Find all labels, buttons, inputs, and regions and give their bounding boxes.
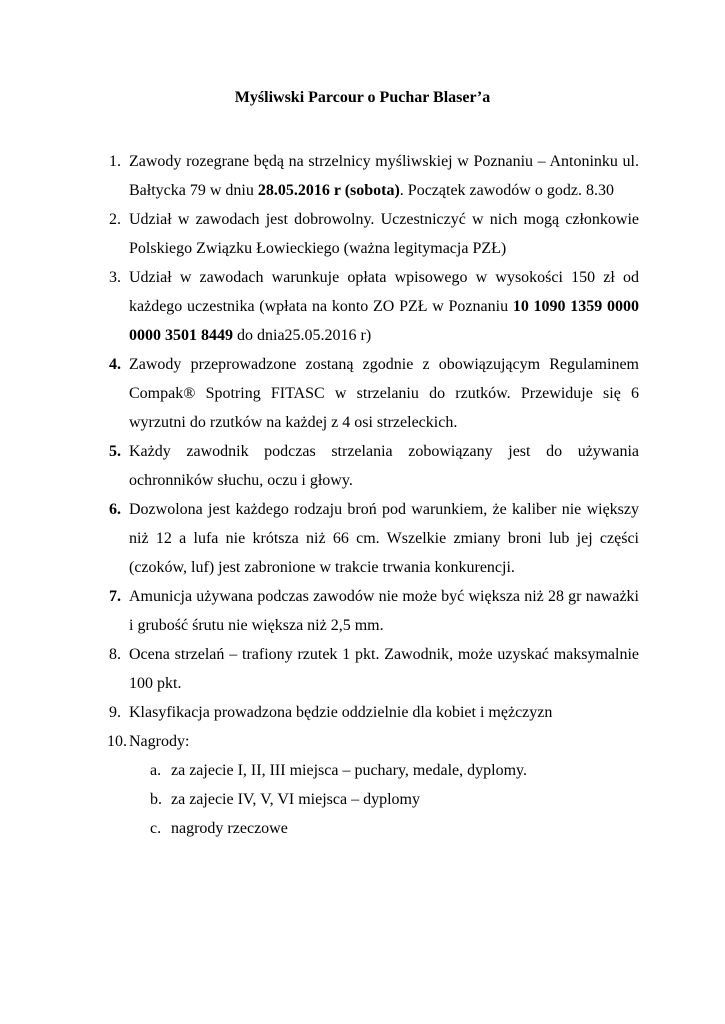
list-item [109, 350, 639, 437]
item-number: 8. [109, 646, 121, 663]
prize-letter: b. [150, 791, 162, 808]
item-text: Udział w zawodach jest dobrowolny. Uczestniczyć w nich mogą członkowie Polskiego Związku Łowieckiego (ważna legitymacja PZŁ) [129, 211, 639, 257]
item-number: 6. [109, 501, 121, 518]
prize-item [150, 814, 639, 843]
item-text: Zawody przeprowadzone zostaną zgodnie z obowiązującym Regulaminem Compak® Spotring FITASC w strzelaniu do rzutków. Przewiduje się 6 wyrzutni do rzutków na każdej z 4 osi strzeleckich. [129, 356, 639, 431]
item-number: 3. [109, 269, 121, 286]
item-text: Nagrody: [129, 733, 190, 750]
item-text: Udział w zawodach warunkuje opłata wpisowego w wysokości 150 zł od każdego uczestnika (wpłata na konto ZO PZŁ w Poznaniu 10 1090 1359 0000 0000 3501 8449 do dnia25.05.2016 r) [129, 269, 640, 344]
item-number: 7. [109, 588, 121, 605]
prize-letter: a. [150, 762, 162, 779]
item-text: Klasyfikacja prowadzona będzie oddzielnie dla kobiet i mężczyzn [129, 704, 553, 721]
list-item [109, 698, 639, 727]
list-item [109, 147, 639, 205]
list-item [109, 727, 639, 756]
prize-text: za zajecie I, II, III miejsca – puchary, medale, dyplomy. [171, 762, 527, 779]
item-number: 1. [109, 153, 121, 170]
item-number: 10. [107, 733, 127, 750]
item-number: 2. [109, 211, 121, 228]
rules-list [109, 147, 639, 843]
document-title: Myśliwski Parcour o Puchar Blaser’a [234, 89, 491, 106]
list-item [109, 263, 639, 350]
prize-letter: c. [150, 820, 162, 837]
item-number: 9. [109, 704, 121, 721]
prize-item [150, 756, 639, 785]
prize-item [150, 785, 639, 814]
item-text: Amunicja używana podczas zawodów nie może być większa niż 28 gr naważki i grubość śrutu nie większa niż 2,5 mm. [129, 588, 639, 634]
list-item [109, 205, 639, 263]
list-item [109, 437, 639, 495]
item-text: Ocena strzelań – trafiony rzutek 1 pkt. Zawodnik, może uzyskać maksymalnie 100 pkt. [129, 646, 639, 692]
item-text: Dozwolona jest każdego rodzaju broń pod warunkiem, że kaliber nie większy niż 12 a lufa nie krótsza niż 66 cm. Wszelkie zmiany broni lub jej części (czoków, luf) jest zabronione w trakcie trwania konkurencji. [129, 501, 639, 576]
list-item [109, 495, 639, 582]
prize-text: za zajecie IV, V, VI miejsca – dyplomy [171, 791, 420, 808]
list-item [109, 582, 639, 640]
prize-text: nagrody rzeczowe [171, 820, 288, 837]
item-number: 4. [109, 356, 121, 373]
item-text: Zawody rozegrane będą na strzelnicy myśliwskiej w Poznaniu – Antoninku ul. Bałtycka 79 w dniu 28.05.2016 r (sobota). Początek zawodów o godz. 8.30 [129, 153, 639, 199]
item-text: Każdy zawodnik podczas strzelania zobowiązany jest do używania ochronników słuchu, oczu i głowy. [129, 443, 639, 489]
item-number: 5. [109, 443, 121, 460]
list-item [109, 640, 639, 698]
